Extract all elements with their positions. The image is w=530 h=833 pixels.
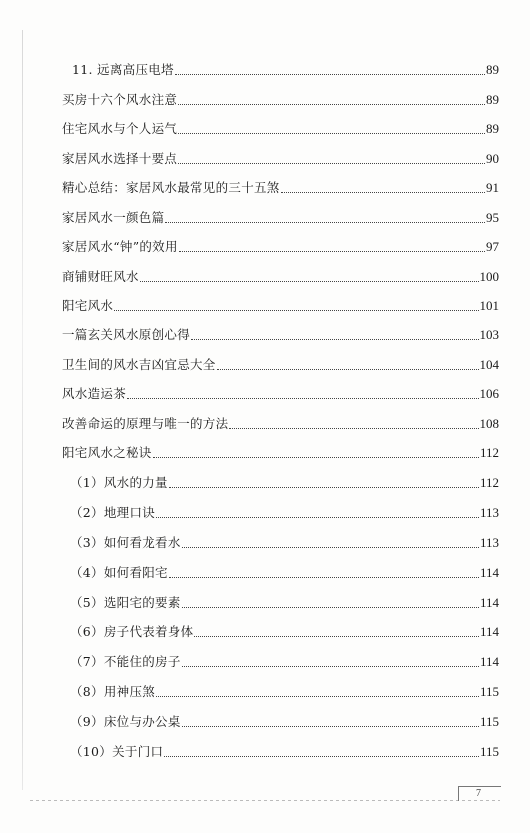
dot-leader (140, 280, 479, 282)
toc-subentry (70, 561, 499, 581)
toc-entry (62, 294, 499, 314)
dot-leader (229, 427, 478, 429)
toc-entry-page: 113 (479, 505, 499, 520)
toc-entry (62, 235, 499, 255)
dot-leader (156, 516, 479, 518)
toc-entry-page: 103 (479, 327, 499, 342)
page-bottom-rule (30, 800, 500, 801)
toc-entry-title: 改善命运的原理与唯一的方法 (62, 416, 229, 431)
toc-entry (62, 117, 499, 137)
toc-entry (62, 382, 499, 402)
toc-entry-page: 90 (486, 151, 499, 166)
toc-entry-page: 106 (479, 386, 499, 401)
toc-subentry (70, 650, 499, 670)
toc-entry-title: （1）风水的力量 (70, 475, 168, 490)
dot-leader (178, 162, 485, 164)
toc-entry-title: （9）床位与办公桌 (70, 714, 181, 729)
dot-leader (153, 456, 479, 458)
toc-entry-page: 95 (486, 210, 499, 225)
toc-entry-title: （7）不能住的房子 (70, 654, 181, 669)
dot-leader (169, 576, 479, 578)
dot-leader (182, 665, 479, 667)
toc-entry-page: 114 (479, 565, 499, 580)
toc-entry-page: 97 (486, 239, 499, 254)
dot-leader (281, 191, 485, 193)
dot-leader (179, 250, 485, 252)
toc-entry-title: 家居风水选择十要点 (62, 151, 178, 166)
toc-entry (62, 412, 499, 432)
dot-leader (182, 546, 479, 548)
toc-subentry (70, 620, 499, 640)
toc-entry-title: （8）用神压煞 (70, 684, 156, 699)
dot-leader (194, 635, 479, 637)
toc-entry-title: 风水造运茶 (62, 386, 127, 401)
toc-entry-title: （4）如何看阳宅 (70, 565, 168, 580)
toc-entry (62, 88, 499, 108)
toc-entry (62, 441, 499, 461)
toc-subentry (70, 501, 499, 521)
toc-subentry (70, 471, 499, 491)
toc-entry (62, 265, 499, 285)
dot-leader (217, 368, 479, 370)
dot-leader (127, 397, 478, 399)
toc-entry-page: 114 (479, 595, 499, 610)
page-number: 7 (476, 788, 481, 799)
toc-entry-page: 115 (479, 684, 499, 699)
toc-entry (62, 353, 499, 373)
toc-entry-title: 家居风水“钟”的效用 (62, 239, 178, 254)
toc-entry (62, 176, 499, 196)
toc-entry-title: （3）如何看龙看水 (70, 535, 181, 550)
toc-subentry (70, 531, 499, 551)
toc-entry-title: （2）地理口诀 (70, 505, 156, 520)
toc-entry-page: 108 (479, 416, 499, 431)
toc-entry-title: 阳宅风水之秘诀 (62, 445, 152, 460)
toc-entry-title: 精心总结：家居风水最常见的三十五煞 (62, 180, 280, 195)
toc-subentry (70, 591, 499, 611)
dot-leader (178, 103, 485, 105)
toc-entry-title: 商铺财旺风水 (62, 269, 139, 284)
toc-entry-page: 101 (479, 298, 499, 313)
toc-entry-title: 卫生间的风水吉凶宜忌大全 (62, 357, 216, 372)
toc-entry-page: 100 (479, 269, 499, 284)
toc-entry-page: 114 (479, 624, 499, 639)
dot-leader (182, 725, 479, 727)
dot-leader (178, 132, 485, 134)
dot-leader (182, 606, 479, 608)
toc-entry-title: 买房十六个风水注意 (62, 92, 178, 107)
toc-entry-title: 一篇玄关风水原创心得 (62, 327, 191, 342)
toc-entry-page: 89 (486, 62, 499, 77)
toc-entry-page: 115 (479, 714, 499, 729)
dot-leader (164, 755, 479, 757)
toc-subentry (70, 710, 499, 730)
toc-entry-page: 115 (479, 744, 499, 759)
dot-leader (191, 338, 478, 340)
toc-entry-title: 住宅风水与个人运气 (62, 121, 178, 136)
dot-leader (175, 73, 485, 75)
toc-entry-title: 家居风水一颜色篇 (62, 210, 165, 225)
toc-entry (62, 323, 499, 343)
dot-leader (114, 309, 478, 311)
toc-entry-page: 114 (479, 654, 499, 669)
toc-entry-page: 89 (486, 92, 499, 107)
toc-entry-page: 89 (486, 121, 499, 136)
toc-entry (72, 58, 499, 78)
toc-entry (62, 147, 499, 167)
toc-entry-page: 112 (479, 445, 499, 460)
toc-subentry (70, 680, 499, 700)
toc-entry (62, 206, 499, 226)
toc-entry-title: （5）选阳宅的要素 (70, 595, 181, 610)
toc-entry-title: 阳宅风水 (62, 298, 114, 313)
toc-subentry (70, 740, 499, 760)
toc-entry-title: 11. 远离高压电塔 (72, 62, 174, 77)
toc-entry-title: （6）房子代表着身体 (70, 624, 194, 639)
toc-entry-page: 112 (479, 475, 499, 490)
toc-entry-page: 91 (486, 180, 499, 195)
toc-entry-page: 104 (479, 357, 499, 372)
dot-leader (169, 486, 479, 488)
dot-leader (156, 695, 479, 697)
toc-entry-page: 113 (479, 535, 499, 550)
toc-entry-title: （10）关于门口 (70, 744, 164, 759)
dot-leader (165, 221, 485, 223)
